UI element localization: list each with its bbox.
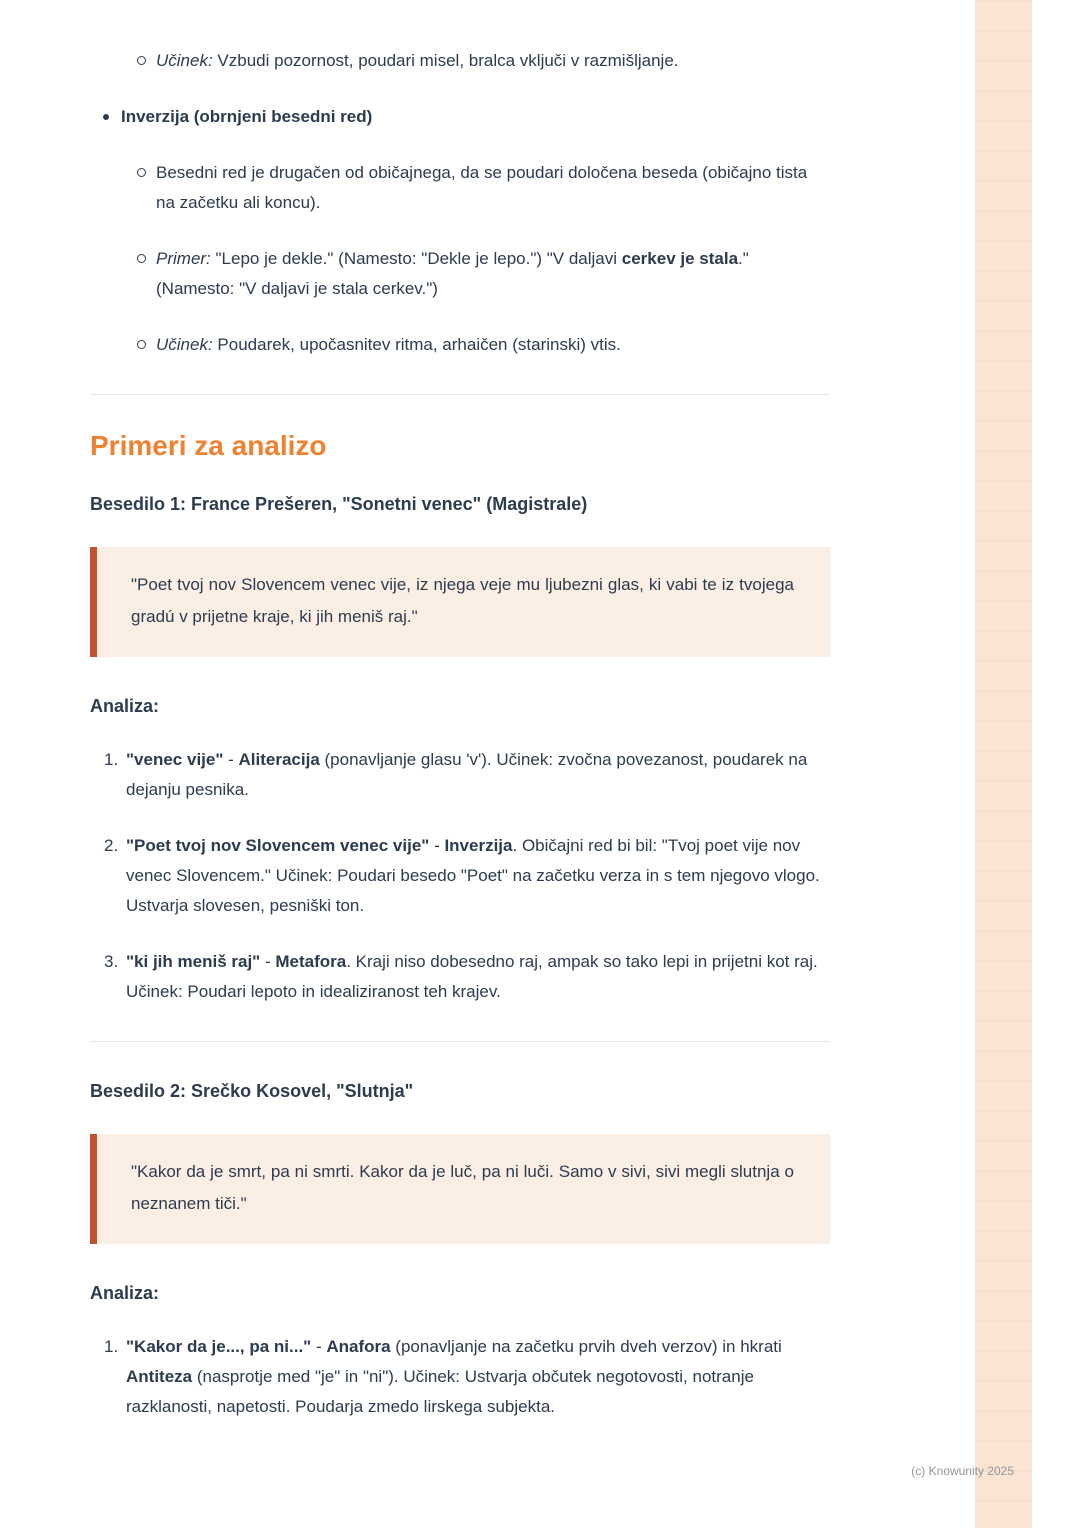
list-item-text: Inverzija (obrnjeni besedni red) [121,107,373,126]
besedilo1-quote-block [90,547,830,657]
analysis-item-text: "venec vije" - Aliteracija (ponavljanje glasu 'v'). Učinek: zvočna povezanost, poudarek na dejanju pesnika. [126,750,808,799]
section-divider [90,394,830,395]
besedilo1-heading: Besedilo 1: France Prešeren, "Sonetni venec" (Magistrale) [90,494,588,514]
copyright-footer: (c) Knowunity 2025 [911,1464,1014,1478]
besedilo2-analiza-label: Analiza: [90,1283,160,1303]
hollow-bullet-icon [137,168,146,177]
decorative-side-strip [975,0,1032,1528]
stylistic-devices-list [90,46,830,360]
bullet-icon [103,114,109,120]
section-divider [90,1041,830,1042]
besedilo2-heading: Besedilo 2: Srečko Kosovel, "Slutnja" [90,1081,414,1101]
hollow-bullet-icon [137,340,146,349]
besedilo1-analysis-list [90,745,830,1007]
analysis-item [90,831,830,921]
item-number: 1. [104,1337,119,1356]
list-item-text: Učinek: Poudarek, upočasnitev ritma, arhaičen (starinski) vtis. [156,335,621,354]
list-item-text: Besedni red je drugačen od običajnega, da se poudari določena beseda (običajno tista na začetku ali koncu). [156,163,808,212]
analysis-item [90,1332,830,1422]
analysis-item-text: "Poet tvoj nov Slovencem venec vije" - Inverzija. Običajni red bi bil: "Tvoj poet vije nov venec Slovencem." Učinek: Poudari besedo "Poet" na začetku verza in s tem njegovo vlogo. Ustvarja slovesen, pesniški ton. [126,836,820,915]
besedilo2-quote-text: "Kakor da je smrt, pa ni smrti. Kakor da je luč, pa ni luči. Samo v sivi, sivi megli slutnja o neznanem tiči." [131,1162,794,1213]
besedilo2-quote-block [90,1134,830,1244]
besedilo2-analysis-list [90,1332,830,1422]
analysis-item [90,947,830,1007]
list-item-ucinek-previous [90,46,830,76]
item-number: 3. [104,952,119,971]
list-item-inverzija-definition [90,158,830,218]
analysis-item-text: "ki jih meniš raj" - Metafora. Kraji niso dobesedno raj, ampak so tako lepi in prijetni kot raj. Učinek: Poudari lepoto in idealiziranost teh krajev. [126,952,818,1001]
analysis-item-text: "Kakor da je..., pa ni..." - Anafora (ponavljanje na začetku prvih dveh verzov) in hkrati Antiteza (nasprotje med "je" in "ni"). Učinek: Ustvarja občutek negotovosti, notranje razklanosti, napetosti. Poudarja zmedo lirskega subjekta. [126,1337,782,1416]
list-item-inverzija [90,102,830,132]
besedilo1-analiza-label: Analiza: [90,696,160,716]
analysis-item [90,745,830,805]
list-item-inverzija-ucinek [90,330,830,360]
item-number: 1. [104,750,119,769]
item-number: 2. [104,836,119,855]
hollow-bullet-icon [137,56,146,65]
list-item-text: Primer: "Lepo je dekle." (Namesto: "Dekle je lepo.") "V daljavi cerkev je stala." (Namesto: "V daljavi je stala cerkev.") [156,249,749,298]
besedilo1-quote-text: "Poet tvoj nov Slovencem venec vije, iz njega veje mu ljubezni glas, ki vabi te iz tvojega gradú v prijetne kraje, ki jih meniš raj." [131,575,794,626]
list-item-text: Učinek: Vzbudi pozornost, poudari misel, bralca vključi v razmišljanje. [156,51,679,70]
list-item-inverzija-primer [90,244,830,304]
hollow-bullet-icon [137,254,146,263]
section-title: Primeri za analizo [90,430,327,461]
